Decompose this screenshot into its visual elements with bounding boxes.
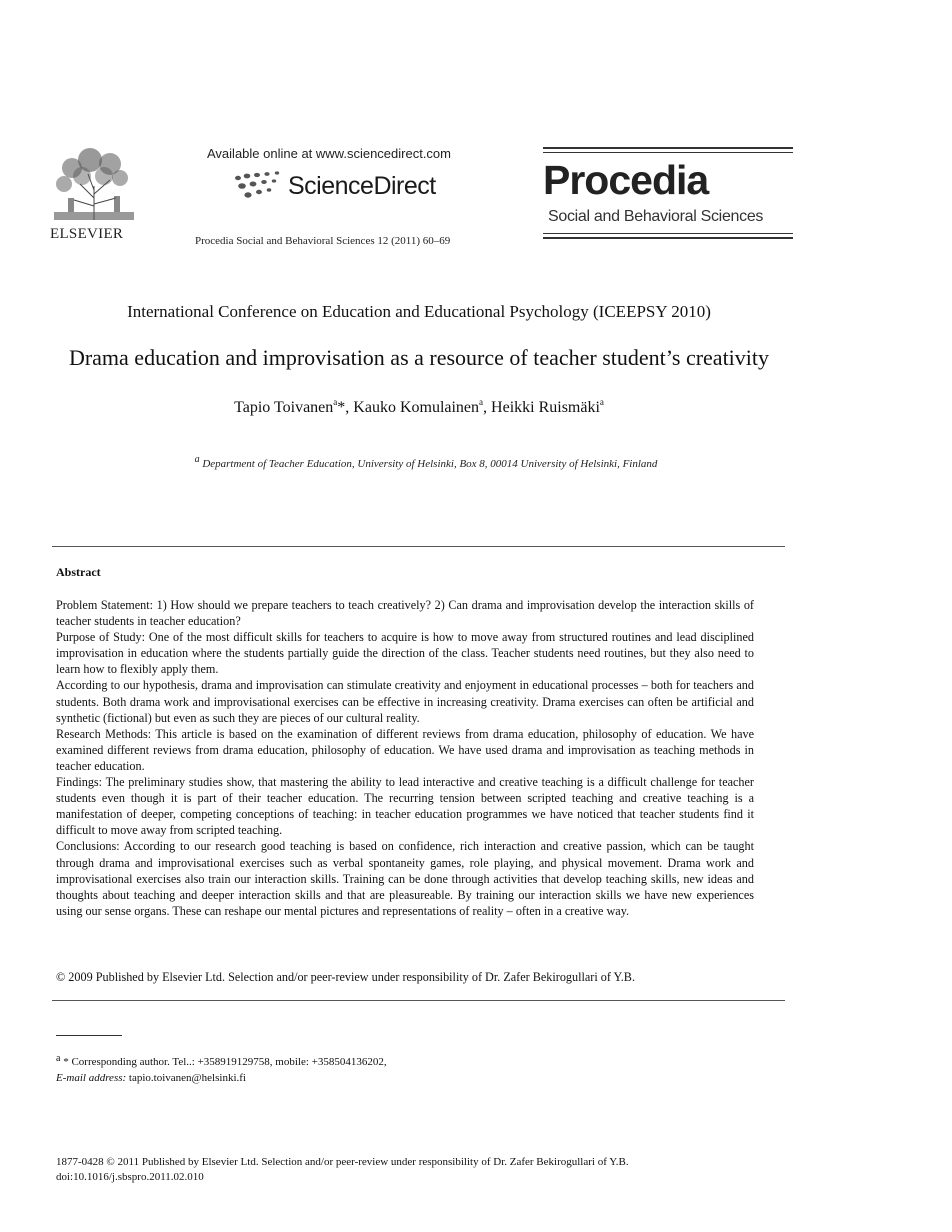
page-bottom-info: [56, 1155, 629, 1185]
abstract-copyright: © 2009 Published by Elsevier Ltd. Selection and/or peer-review under responsibility of Dr. Zafer Bekirogullari of Y.B.: [56, 970, 635, 984]
author-name: Heikki Ruismäki: [491, 399, 600, 416]
procedia-bottom-rule-thin: [543, 233, 793, 234]
footnote-marker: a: [56, 1053, 61, 1064]
abstract-paragraph: Conclusions: According to our research good teaching is based on confidence, rich interaction and creative passion, which can be taught through drama and improvisational exercises such as verbal spontaneity games, role playing, and physical movement. Drama work and improvisational exercises also train our interaction skills. Training can be done through activities that develop teaching skills, new ideas and thoughts about teaching and deeper interaction skills and that are pleasureable. By training our interaction skills we have new experiences using our sense organs. These can reshape our mental pictures and representations of reality – often in a creative way.: [56, 839, 754, 918]
available-online-text: Available online at www.sciencedirect.com: [207, 146, 451, 161]
abstract-paragraph: Research Methods: This article is based on the examination of different reviews from drama education, philosophy of education. We have examined different reviews from drama education, philosophy of education. We have used drama and improvisation as teaching methods in teacher education.: [56, 726, 754, 773]
conference-name: International Conference on Education and Educational Psychology (ICEEPSY 2010): [127, 302, 711, 321]
affiliation-marker: a: [194, 454, 200, 465]
corresponding-author-text: Corresponding author. Tel..: +358919129758, mobile: +358504136202,: [71, 1056, 387, 1068]
abstract-top-divider: [52, 546, 785, 547]
abstract-paragraph: According to our hypothesis, drama and improvisation can stimulate creativity and enjoyment in educational processes – both for teachers and students. Both drama work and improvisational exercises can be effective in increasing creativity. Drama exercises can often be artificial and synthetic (fictional) but even as such they are pieces of our cultural reality.: [56, 678, 754, 725]
email-address[interactable]: tapio.toivanen@helsinki.fi: [128, 1072, 246, 1084]
author-separator: *,: [337, 399, 354, 416]
abstract-paragraph: Problem Statement: 1) How should we prepare teachers to teach creatively? 2) Can drama and improvisation develop the interaction skills of teacher students in teacher education?: [56, 598, 754, 629]
procedia-title: Procedia: [543, 157, 709, 203]
author-separator: ,: [483, 399, 492, 416]
abstract-bottom-divider: [52, 1000, 785, 1001]
abstract-paragraph: Purpose of Study: One of the most difficult skills for teachers to acquire is how to move away from structured routines and lead disciplined improvisation in education where the students partially guide the direction of the class. Teacher students need routines, but they also need to learn how to flexibly apply them.: [56, 630, 754, 677]
email-label: E-mail address:: [56, 1072, 127, 1084]
procedia-subtitle: Social and Behavioral Sciences: [548, 208, 764, 225]
sciencedirect-wordmark: ScienceDirect: [288, 172, 436, 200]
elsevier-tree-icon: [50, 146, 138, 222]
procedia-top-rule: [543, 147, 793, 149]
author-list: [0, 399, 838, 417]
procedia-top-rule-thin: [543, 152, 793, 153]
sciencedirect-logo: [232, 168, 462, 206]
article-title: Drama education and improvisation as a resource of teacher student’s creativity: [68, 345, 770, 370]
journal-citation: Procedia Social and Behavioral Sciences 12 (2011) 60–69: [195, 235, 451, 247]
affiliation-text: Department of Teacher Education, University of Helsinki, Box 8, 00014 University of Helsinki, Finland: [202, 458, 658, 470]
author-name: Tapio Toivanen: [234, 399, 334, 416]
footnote-star: *: [63, 1056, 69, 1068]
elsevier-logo: [50, 146, 138, 242]
author-affiliation-marker: a: [479, 397, 484, 407]
abstract-paragraph: Findings: The preliminary studies show, that mastering the ability to lead interactive and creative teaching is a difficult challenge for teacher students even though it is part of their teacher education. The recurring tension between scripted teaching and creative teaching is a manifestation of deeper, competing conceptions of teaching: in teacher education programmes we have noticed that teacher students find it difficult to move away from scripted teaching.: [56, 775, 754, 838]
procedia-logo: [543, 147, 793, 242]
footnote-rule: [56, 1035, 122, 1036]
procedia-bottom-rule: [543, 237, 793, 239]
author-name: Kauko Komulainen: [353, 399, 480, 416]
doi-line[interactable]: doi:10.1016/j.sbspro.2011.02.010: [56, 1171, 204, 1183]
abstract-body: [56, 597, 754, 919]
author-affiliation-marker: a: [333, 397, 338, 407]
affiliation: [0, 454, 852, 470]
abstract-heading: Abstract: [56, 565, 101, 579]
issn-line: 1877-0428 © 2011 Published by Elsevier Ltd. Selection and/or peer-review under responsibility of Dr. Zafer Bekirogullari of Y.B.: [56, 1156, 629, 1168]
sciencedirect-dots-icon: [232, 170, 286, 202]
corresponding-author-line: [56, 1054, 387, 1070]
footnote: [56, 1054, 387, 1086]
email-line: [56, 1070, 387, 1086]
elsevier-wordmark: ELSEVIER: [50, 226, 124, 242]
author-affiliation-marker: a: [599, 397, 604, 407]
